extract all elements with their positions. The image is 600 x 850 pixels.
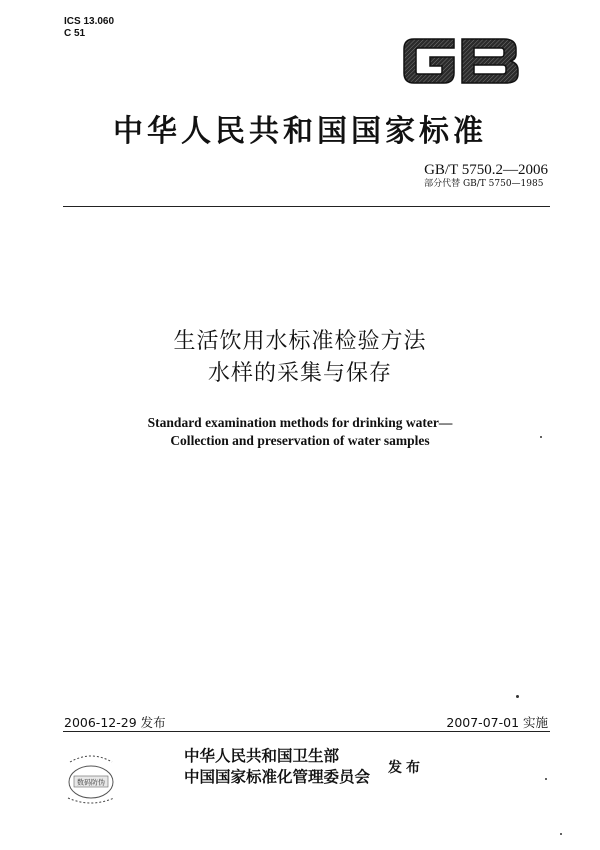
standard-number-block xyxy=(424,162,548,190)
stamp-text: 数码防伪 xyxy=(77,778,105,787)
scan-speck xyxy=(560,833,562,835)
replaces-note: 部分代替 GB/T 5750—1985 xyxy=(424,179,544,189)
issue-date: 2006-12-29 发布 xyxy=(64,715,166,730)
chinese-title-line1: 生活饮用水标准检验方法 xyxy=(173,329,427,354)
chinese-title-line2: 水样的采集与保存 xyxy=(207,361,392,386)
standard-number: GB/T 5750.2—2006 xyxy=(424,162,548,178)
implementation-date: 2007-07-01 实施 xyxy=(446,715,548,730)
scan-speck xyxy=(540,436,542,438)
standard-type-heading: 中华人民共和国国家标准 xyxy=(113,114,487,149)
top-divider xyxy=(63,206,550,207)
issuer-line2: 中国国家标准化管理委员会 xyxy=(184,768,371,786)
gb-logo-icon xyxy=(400,33,522,89)
logo-text: GB xyxy=(400,33,402,34)
english-title-line1: Standard examination methods for drinking water— xyxy=(147,415,453,430)
bottom-divider xyxy=(63,731,550,732)
scan-speck xyxy=(545,778,547,780)
anti-counterfeit-stamp-icon xyxy=(60,752,122,806)
ccs-code: C 51 xyxy=(64,28,86,39)
english-title-line2: Collection and preservation of water samples xyxy=(170,433,430,448)
scan-speck xyxy=(516,695,519,698)
issuer-line1: 中华人民共和国卫生部 xyxy=(184,747,340,765)
issued-label: 发布 xyxy=(388,760,424,776)
issuing-authorities xyxy=(184,746,370,788)
ics-code: ICS 13.060 xyxy=(64,16,115,27)
classification-codes xyxy=(64,16,114,40)
